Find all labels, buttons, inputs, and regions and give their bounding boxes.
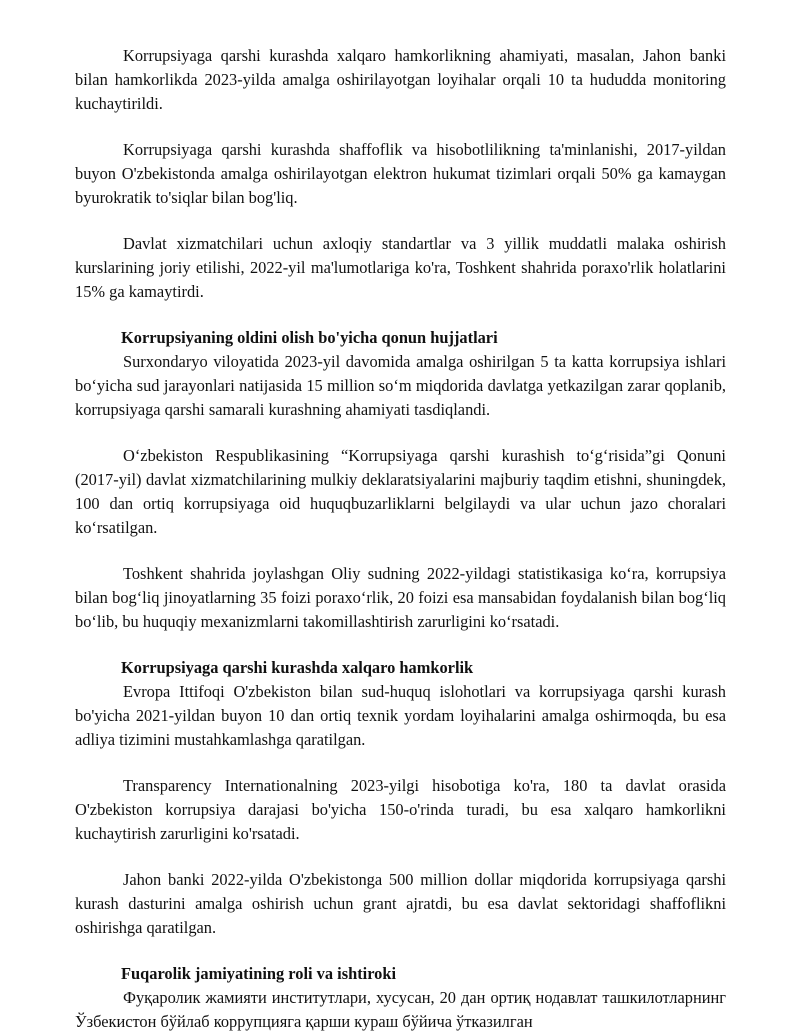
paragraph-international-3: Jahon banki 2022-yilda O'zbekistonga 500 million dollar miqdorida korrupsiyaga qarshi kurash dasturini amalga oshirish uchun grant ajratdi, bu esa davlat sektoridagi shaffoflikni oshirishga qaratilgan. <box>75 870 726 937</box>
paragraph-civil-society-1: Фуқаролик жамияти институтлари, хусусан, 20 дан ортиқ нодавлат ташкилотларнинг Ўзбекистон бўйлаб коррупцияга қарши кураш бўйича ўтказилган <box>75 988 726 1031</box>
paragraph-intro-1: Korrupsiyaga qarshi kurashda xalqaro hamkorlikning ahamiyati, masalan, Jahon banki bilan hamkorlikda 2023-yilda amalga oshirilayotgan loyihalar orqali 10 ta hududda monitoring kuchaytirildi. <box>75 46 726 113</box>
section-heading-civil-society: Fuqarolik jamiyatining roli va ishtiroki <box>121 964 397 983</box>
section-heading-international: Korrupsiyaga qarshi kurashda xalqaro hamkorlik <box>121 658 474 677</box>
paragraph-international-2: Transparency Internationalning 2023-yilgi hisobotiga ko'ra, 180 ta davlat orasida O'zbekiston korrupsiya darajasi bo'yicha 150-o'rinda turadi, bu esa xalqaro hamkorlikni kuchaytirish zarurligini ko'rsatadi. <box>75 776 726 843</box>
section-international-cooperation <box>75 656 726 940</box>
paragraph-laws-3: Toshkent shahrida joylashgan Oliy sudning 2022-yildagi statistikasiga koʻra, korrupsiya bilan bogʻliq jinoyatlarning 35 foizi poraxoʻrlik, 20 foizi esa mansabidan foydalanish bilan bogʻliq boʻlib, bu huquqiy mexanizmlarni takomillashtirish zarurligini koʻrsatadi. <box>75 564 726 631</box>
section-anticorruption-laws <box>75 326 726 634</box>
section-civil-society <box>75 962 726 1034</box>
paragraph-laws-2: Oʻzbekiston Respublikasining “Korrupsiyaga qarshi kurashish toʻgʻrisida”gi Qonuni (2017-yil) davlat xizmatchilarining mulkiy deklaratsiyalarini majburiy taqdim etishni, shuningdek, 100 dan ortiq korrupsiyaga oid huquqbuzarliklarni belgilaydi va ular uchun jazo choralari koʻrsatilgan. <box>75 446 726 537</box>
paragraph-international-1: Evropa Ittifoqi O'zbekiston bilan sud-huquq islohotlari va korrupsiyaga qarshi kurash bo'yicha 2021-yildan buyon 10 dan ortiq texnik yordam loyihalarini amalga oshirmoqda, bu esa adliya tizimini mustahkamlashga qaratilgan. <box>75 682 726 749</box>
paragraph-laws-1: Surxondaryo viloyatida 2023-yil davomida amalga oshirilgan 5 ta katta korrupsiya ishlari boʻyicha sud jarayonlari natijasida 15 million soʻm miqdorida davlatga yetkazilgan zarar qoplanib, korrupsiyaga qarshi samarali kurashning ahamiyati tasdiqlandi. <box>75 352 726 419</box>
document-page <box>75 44 726 1034</box>
paragraph-intro-2: Korrupsiyaga qarshi kurashda shaffoflik va hisobotlilikning ta'minlanishi, 2017-yildan buyon O'zbekistonda amalga oshirilayotgan elektron hukumat tizimlari orqali 50% ga kamaygan byurokratik to'siqlar bilan bog'liq. <box>75 140 726 207</box>
paragraph-intro-3: Davlat xizmatchilari uchun axloqiy standartlar va 3 yillik muddatli malaka oshirish kurslarining joriy etilishi, 2022-yil ma'lumotlariga ko'ra, Toshkent shahrida poraxo'rlik holatlarini 15% ga kamaytirdi. <box>75 234 726 301</box>
section-heading-laws: Korrupsiyaning oldini olish bo'yicha qonun hujjatlari <box>121 328 498 347</box>
